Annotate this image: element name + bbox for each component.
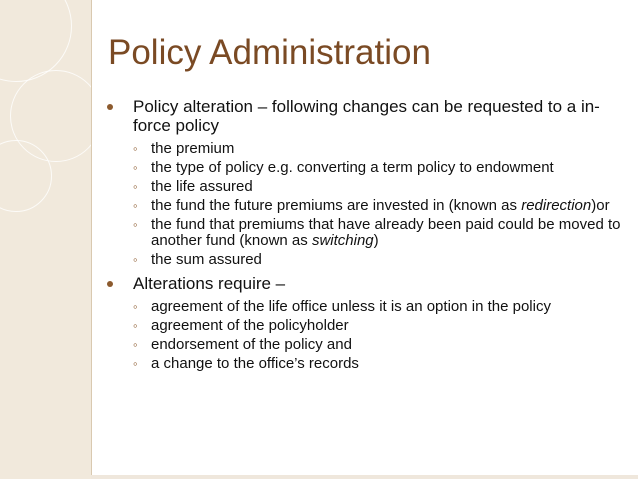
sidebar-divider <box>91 0 92 479</box>
sub-bullet-text: agreement of the policyholder <box>151 317 349 334</box>
sub-bullet-icon: ◦ <box>133 318 138 333</box>
decorative-sidebar <box>0 0 91 479</box>
bullet-dot-icon <box>107 281 113 287</box>
sub-bullet-icon: ◦ <box>133 337 138 352</box>
sub-bullet-icon: ◦ <box>133 356 138 371</box>
slide-title: Policy Administration <box>108 33 431 72</box>
sub-bullet-icon: ◦ <box>133 217 138 232</box>
sub-bullet-icon: ◦ <box>133 141 138 156</box>
sub-bullet-icon: ◦ <box>133 160 138 175</box>
sub-bullet-text: the fund the future premiums are invested in (known as redirection)or <box>151 197 610 214</box>
sub-bullet-icon: ◦ <box>133 252 138 267</box>
sub-bullet-icon: ◦ <box>133 299 138 314</box>
sub-bullet-item <box>107 160 627 176</box>
bottom-border <box>91 475 638 479</box>
bullet-text: Policy alteration – following changes can be requested to a in-force policy <box>133 97 600 135</box>
sub-bullet-item <box>107 198 627 214</box>
sub-bullet-item <box>107 252 627 268</box>
sub-bullet-item <box>107 356 627 372</box>
sub-bullet-item <box>107 337 627 353</box>
sub-bullet-text: agreement of the life office unless it is an option in the policy <box>151 298 551 315</box>
bullet-text: Alterations require – <box>133 274 286 293</box>
sub-bullet-item <box>107 217 627 249</box>
sub-bullet-text: the sum assured <box>151 251 262 268</box>
sub-bullet-text: the type of policy e.g. converting a term policy to endowment <box>151 159 554 176</box>
sub-bullet-text: endorsement of the policy and <box>151 336 352 353</box>
slide-content <box>107 97 627 372</box>
sub-bullet-item <box>107 299 627 315</box>
sub-bullet-item <box>107 141 627 157</box>
switching-term: switching <box>311 232 374 249</box>
sub-bullet-item <box>107 318 627 334</box>
sub-bullet-text: the premium <box>151 140 235 157</box>
sub-bullet-text: a change to the office’s records <box>151 355 359 372</box>
sub-bullet-icon: ◦ <box>133 179 138 194</box>
sub-bullet-text: the life assured <box>151 178 253 195</box>
sub-bullet-item <box>107 179 627 195</box>
bullet-item <box>107 274 627 293</box>
bullet-dot-icon <box>107 104 113 110</box>
sub-bullet-icon: ◦ <box>133 198 138 213</box>
sub-bullet-text: the fund that premiums that have already been paid could be moved to another fund (known as switching) <box>151 216 621 249</box>
redirection-term: redirection <box>521 197 592 214</box>
bullet-item <box>107 97 627 135</box>
